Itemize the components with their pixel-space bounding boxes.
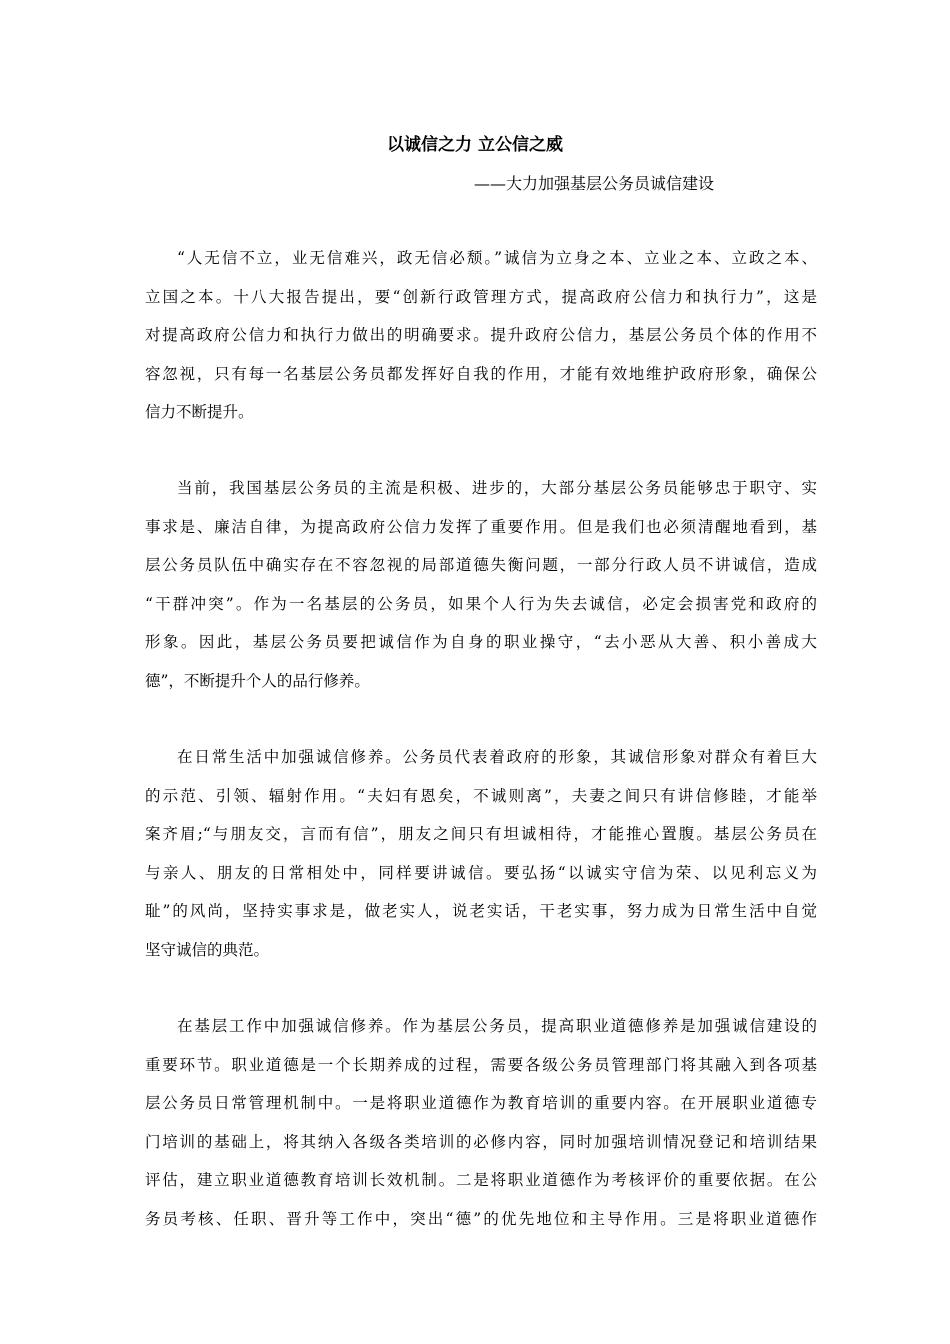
paragraph-line: 门培训的基础上，将其纳入各级各类培训的必修内容，同时加强培训情况登记和培训结果 [145,1132,817,1151]
paragraph-line: 评估，建立职业道德教育培训长效机制。二是将职业道德作为考核评价的重要依据。在公 [145,1171,817,1189]
paragraph-line: 信力不断提升。 [145,403,254,421]
paragraph-line: 耻”的风尚，坚持实事求是，做老实人，说老实话，干老实事，努力成为日常生活中自觉 [145,902,817,920]
paragraph-line: 事求是、廉洁自律，为提高政府公信力发挥了重要作用。但是我们也必须清醒地看到，基 [145,517,817,536]
paragraph-line: 坚守诚信的典范。 [145,940,270,959]
document-title: 以诚信之力 立公信之威 [387,135,563,155]
paragraph-line: 立国之本。十八大报告提出，要“创新行政管理方式，提高政府公信力和执行力”，这是 [145,287,817,306]
paragraph-line: 与亲人、朋友的日常相处中，同样要讲诚信。要弘扬“以诚实守信为荣、以见利忘义为 [145,863,817,882]
paragraph-line: 对提高政府公信力和执行力做出的明确要求。提升政府公信力，基层公务员个体的作用不 [145,326,817,344]
paragraph-2 [145,469,817,700]
paragraph-line: 层公务员队伍中确实存在不容忽视的局部道德失衡问题，一部分行政人员不讲诚信，造成 [145,556,817,574]
paragraph-line: 当前，我国基层公务员的主流是积极、进步的，大部分基层公务员能够忠于职守、实 [177,479,817,497]
paragraph-line: 形象。因此，基层公务员要把诚信作为自身的职业操守，“去小恶从大善、积小善成大 [145,633,817,651]
paragraph-line: 的示范、引领、辐射作用。“夫妇有恩矣，不诚则离”，夫妻之间只有讲信修睦，才能举 [145,786,817,805]
paragraph-line: 务员考核、任职、晋升等工作中，突出“德”的优先地位和主导作用。三是将职业道德作 [145,1209,817,1228]
paragraph-line: 重要环节。职业道德是一个长期养成的过程，需要各级公务员管理部门将其融入到各项基 [145,1055,817,1074]
paragraph-1 [145,239,817,432]
paragraph-line: 容忽视，只有每一名基层公务员都发挥好自我的作用，才能有效地维护政府形象，确保公 [145,364,817,383]
paragraph-line: 德”，不断提升个人的品行修养。 [145,671,370,690]
paragraph-line: “人无信不立，业无信难兴，政无信必颓。”诚信为立身之本、立业之本、立政之本、 [177,249,817,267]
paragraph-line: 在基层工作中加强诚信修养。作为基层公务员，提高职业道德修养是加强诚信建设的 [177,1017,817,1035]
document-subtitle: ——大力加强基层公务员诚信建设 [474,174,715,193]
paragraph-line: 层公务员日常管理机制中。一是将职业道德作为教育培训的重要内容。在开展职业道德专 [145,1094,817,1112]
paragraph-line: “干群冲突”。作为一名基层的公务员，如果个人行为失去诚信，必定会损害党和政府的 [145,594,817,613]
paragraph-line: 在日常生活中加强诚信修养。公务员代表着政府的形象，其诚信形象对群众有着巨大 [177,748,817,766]
paragraph-3 [145,738,817,969]
paragraph-4 [145,1007,817,1238]
paragraph-line: 案齐眉;“与朋友交，言而有信”，朋友之间只有坦诚相待，才能推心置腹。基层公务员在 [145,825,817,843]
